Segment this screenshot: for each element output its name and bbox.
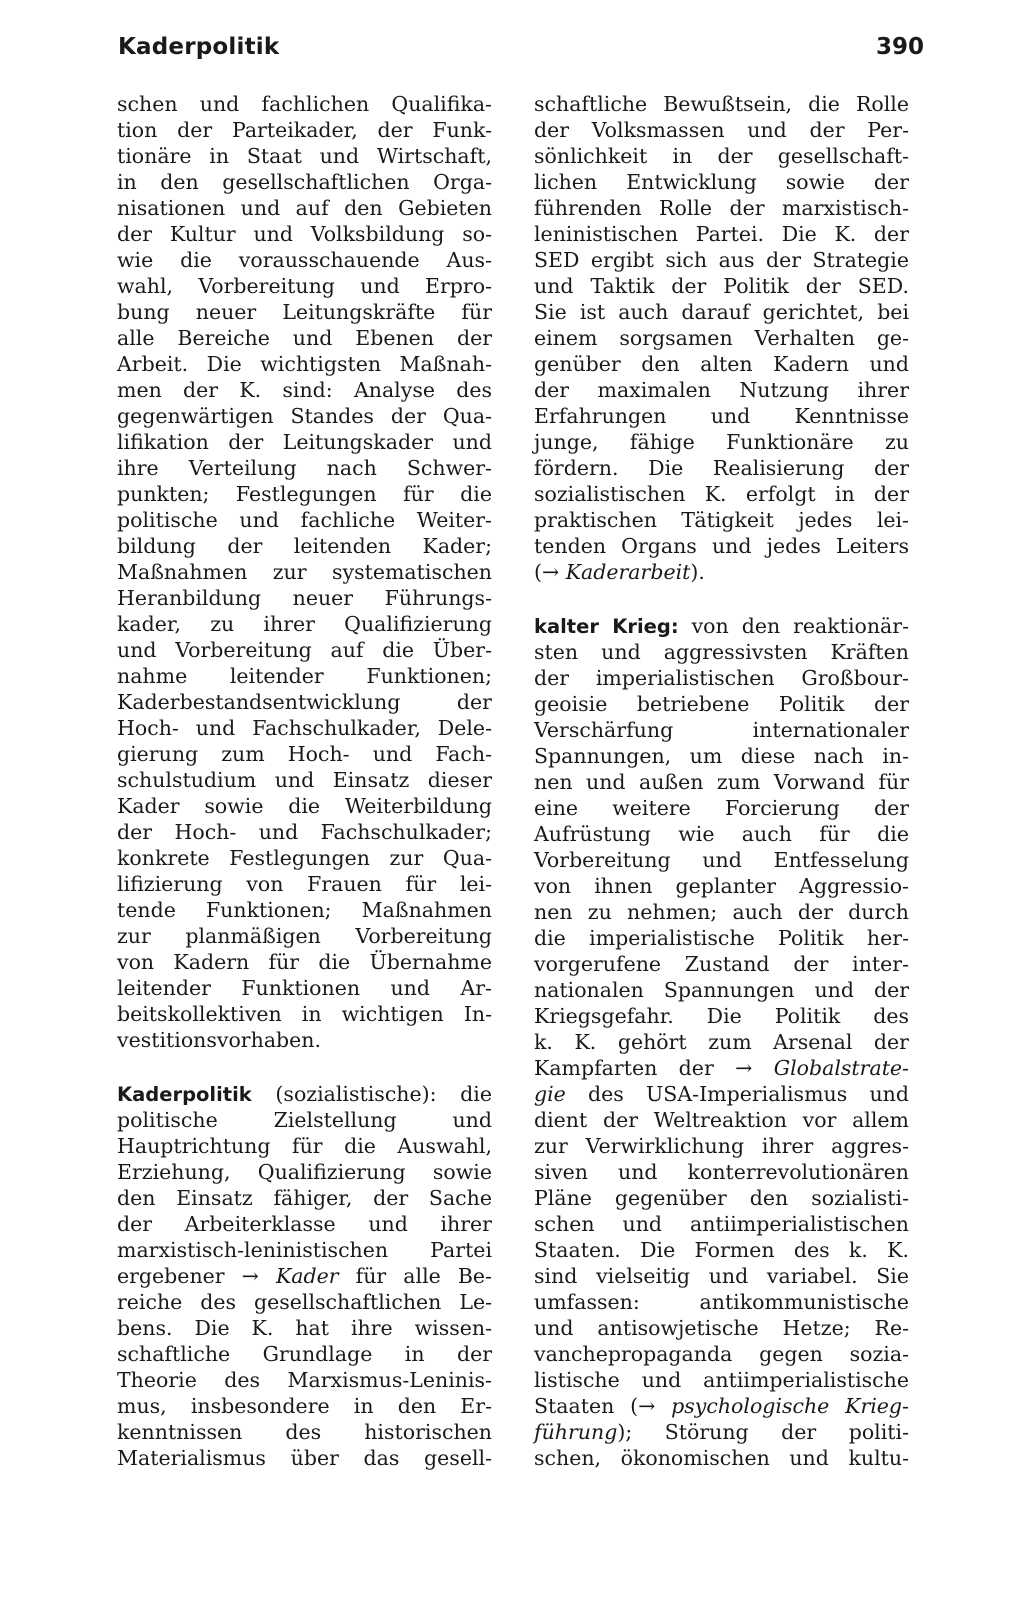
left-column [117, 91, 492, 1471]
text-line: tende Funktionen; Maßnahmen [117, 898, 492, 922]
text-line: leninistischen Partei. Die K. der [534, 222, 909, 246]
entry-reference-line [534, 1055, 909, 1081]
text-line: Heranbildung neuer Führungs- [117, 586, 492, 610]
text-line: Aufrüstung wie auch für die [534, 822, 909, 846]
text-line: bung neuer Leitungskräfte für [117, 300, 492, 324]
text-line: Pläne gegenüber den sozialisti- [534, 1186, 909, 1210]
text-line: nen zu nehmen; auch der durch [534, 900, 909, 924]
right-column [534, 91, 909, 1471]
text-line: gegenwärtigen Standes der Qua- [117, 404, 492, 428]
text-line: führenden Rolle der marxistisch- [534, 196, 909, 220]
text-line: marxistisch-leninistischen Partei [117, 1238, 492, 1262]
text-line: gierung zum Hoch- und Fach- [117, 742, 492, 766]
ref-prefix: Kampfarten der → [534, 1056, 774, 1080]
text-line: bildung der leitenden Kader; [117, 534, 492, 558]
cross-reference-psychologische-kriegfuehrung[interactable]: psychologische Krieg- [671, 1394, 909, 1418]
text-line: konkrete Festlegungen zur Qua- [117, 846, 492, 870]
text-line: sind vielseitig und variabel. Sie [534, 1264, 909, 1288]
text-line: punkten; Festlegungen für die [117, 482, 492, 506]
text-line: Vorbereitung und Entfesselung [534, 848, 909, 872]
text-line: tionäre in Staat und Wirtschaft, [117, 144, 492, 168]
text-line: der Arbeiterklasse und ihrer [117, 1212, 492, 1236]
text-line: nationalen Spannungen und der [534, 978, 909, 1002]
text-line: geoisie betriebene Politik der [534, 692, 909, 716]
text-line: Erziehung, Qualifizierung sowie [117, 1160, 492, 1184]
text-line: der imperialistischen Großbour- [534, 666, 909, 690]
text-line: Kaderbestandsentwicklung der [117, 690, 492, 714]
ref-suffix: des USA-Imperialismus und [565, 1082, 909, 1106]
text-line: schen und fachlichen Qualifika- [117, 92, 492, 116]
entry-reference-line [534, 1393, 909, 1419]
text-line: lifizierung von Frauen für lei- [117, 872, 492, 896]
ref-suffix: ). [690, 560, 705, 584]
text-line: ihre Verteilung nach Schwer- [117, 456, 492, 480]
text-line: reiche des gesellschaftlichen Le- [117, 1290, 492, 1314]
text-line: Theorie des Marxismus-Leninis- [117, 1368, 492, 1392]
text-line: Maßnahmen zur systematischen [117, 560, 492, 584]
right-paragraph-continued [534, 91, 909, 559]
text-line: schulstudium und Einsatz dieser [117, 768, 492, 792]
text-line: Erfahrungen und Kenntnisse [534, 404, 909, 428]
text-line: und antisowjetische Hetze; Re- [534, 1316, 909, 1340]
entry-kalter-krieg [534, 613, 909, 1471]
entry-first-line [117, 1081, 492, 1107]
text-line: beitskollektiven in wichtigen In- [117, 1002, 492, 1026]
text-line: junge, fähige Funktionäre zu [534, 430, 909, 454]
text-line: fördern. Die Realisierung der [534, 456, 909, 480]
text-line: schaftliche Bewußtsein, die Rolle [534, 92, 909, 116]
text-line: listische und antiimperialistische [534, 1368, 909, 1392]
entry-reference-line [534, 1419, 909, 1445]
running-head [118, 34, 924, 74]
text-line: bens. Die K. hat ihre wissen- [117, 1316, 492, 1340]
text-line: Hauptrichtung für die Auswahl, [117, 1134, 492, 1158]
text-line: den Einsatz fähiger, der Sache [117, 1186, 492, 1210]
text-line: tion der Parteikader, der Funk- [117, 118, 492, 142]
text-line: und Taktik der Politik der SED. [534, 274, 909, 298]
text-line: vanchepropaganda gegen sozia- [534, 1342, 909, 1366]
text-line: politische Zielstellung und [117, 1108, 492, 1132]
entry-lines [117, 1107, 492, 1263]
text-line: praktischen Tätigkeit jedes lei- [534, 508, 909, 532]
text-line: Kader sowie die Weiterbildung [117, 794, 492, 818]
entry-lines [534, 639, 909, 1055]
ref-prefix: (→ [534, 560, 566, 584]
text-line: Staaten. Die Formen des k. K. [534, 1238, 909, 1262]
text-line: nen und außen zum Vorwand für [534, 770, 909, 794]
entry-headword: kalter Krieg: [534, 615, 679, 638]
text-line: eine weitere Forcierung der [534, 796, 909, 820]
text-line: Hoch- und Fachschulkader, Dele- [117, 716, 492, 740]
ref-prefix: Staaten (→ [534, 1394, 672, 1418]
text-line: Kriegsgefahr. Die Politik des [534, 1004, 909, 1028]
text-line: schen, ökonomischen und kultu- [534, 1446, 909, 1470]
text-line: vorgerufene Zustand der inter- [534, 952, 909, 976]
entry-lines [117, 1289, 492, 1471]
entry-line-text: von den reaktionär- [678, 614, 909, 638]
text-line: kader, zu ihrer Qualifizierung [117, 612, 492, 636]
text-line: zur planmäßigen Vorbereitung [117, 924, 492, 948]
text-line: tenden Organs und jedes Leiters [534, 534, 909, 558]
text-line: mus, insbesondere in den Er- [117, 1394, 492, 1418]
text-line: umfassen: antikommunistische [534, 1290, 909, 1314]
text-line: k. K. gehört zum Arsenal der [534, 1030, 909, 1054]
text-line: wahl, Vorbereitung und Erpro- [117, 274, 492, 298]
entry-gap [117, 1053, 492, 1081]
cross-reference-globalstrategie[interactable]: Globalstrate- [773, 1056, 909, 1080]
text-line: einem sorgsamen Verhalten ge- [534, 326, 909, 350]
text-line: Verschärfung internationaler [534, 718, 909, 742]
text-line: Sie ist auch darauf gerichtet, bei [534, 300, 909, 324]
text-line: vestitionsvorhaben. [117, 1028, 322, 1052]
text-line: Arbeit. Die wichtigsten Maßnah- [117, 352, 492, 376]
text-line: Materialismus über das gesell- [117, 1446, 492, 1470]
text-line: nahme leitender Funktionen; [117, 664, 492, 688]
text-line: sozialistischen K. erfolgt in der [534, 482, 909, 506]
running-title: Kaderpolitik [118, 34, 280, 60]
text-line: genüber den alten Kadern und [534, 352, 909, 376]
cross-reference-psychologische-kriegfuehrung-cont[interactable]: führung [534, 1420, 618, 1444]
text-line: men der K. sind: Analyse des [117, 378, 492, 402]
text-line: politische und fachliche Weiter- [117, 508, 492, 532]
entry-lines [534, 1107, 909, 1393]
text-line: in den gesellschaftlichen Orga- [117, 170, 492, 194]
text-line: der maximalen Nutzung ihrer [534, 378, 909, 402]
text-line: der Kultur und Volksbildung so- [117, 222, 492, 246]
entry-kaderpolitik [117, 1081, 492, 1471]
entry-gap [534, 585, 909, 613]
ref-prefix: ergebener → [117, 1264, 276, 1288]
cross-reference-kader[interactable]: Kader [275, 1264, 339, 1288]
text-line: alle Bereiche und Ebenen der [117, 326, 492, 350]
text-line: wie die vorausschauende Aus- [117, 248, 492, 272]
reference-line [534, 559, 909, 585]
text-line: dient der Weltreaktion vor allem [534, 1108, 909, 1132]
text-line: siven und konterrevolutionären [534, 1160, 909, 1184]
ref-suffix: ); Störung der politi- [617, 1420, 909, 1444]
cross-reference-kaderarbeit[interactable]: Kaderarbeit [565, 560, 691, 584]
page-number: 390 [875, 34, 924, 60]
text-line: leitender Funktionen und Ar- [117, 976, 492, 1000]
text-line: schaftliche Grundlage in der [117, 1342, 492, 1366]
entry-reference-line [117, 1263, 492, 1289]
entry-headword: Kaderpolitik [117, 1083, 252, 1106]
text-line: die imperialistische Politik her- [534, 926, 909, 950]
text-line: nisationen und auf den Gebieten [117, 196, 492, 220]
text-line: kenntnissen des historischen [117, 1420, 492, 1444]
left-paragraph-continued [117, 91, 492, 1053]
text-line: SED ergibt sich aus der Strategie [534, 248, 909, 272]
text-line: von ihnen geplanter Aggressio- [534, 874, 909, 898]
text-line: lichen Entwicklung sowie der [534, 170, 909, 194]
text-line: sten und aggressivsten Kräften [534, 640, 909, 664]
text-line: schen und antiimperialistischen [534, 1212, 909, 1236]
entry-line-text: (sozialistische): die [251, 1082, 492, 1106]
text-line: sönlichkeit in der gesellschaft- [534, 144, 909, 168]
text-line: der Hoch- und Fachschulkader; [117, 820, 492, 844]
ref-suffix: für alle Be- [338, 1264, 492, 1288]
entry-first-line [534, 613, 909, 639]
text-line: zur Verwirklichung ihrer aggres- [534, 1134, 909, 1158]
text-line: und Vorbereitung auf die Über- [117, 638, 492, 662]
text-line: Spannungen, um diese nach in- [534, 744, 909, 768]
text-line: lifikation der Leitungskader und [117, 430, 492, 454]
text-line: von Kadern für die Übernahme [117, 950, 492, 974]
cross-reference-globalstrategie-cont[interactable]: gie [534, 1082, 566, 1106]
text-line: der Volksmassen und der Per- [534, 118, 909, 142]
entry-reference-line [534, 1081, 909, 1107]
